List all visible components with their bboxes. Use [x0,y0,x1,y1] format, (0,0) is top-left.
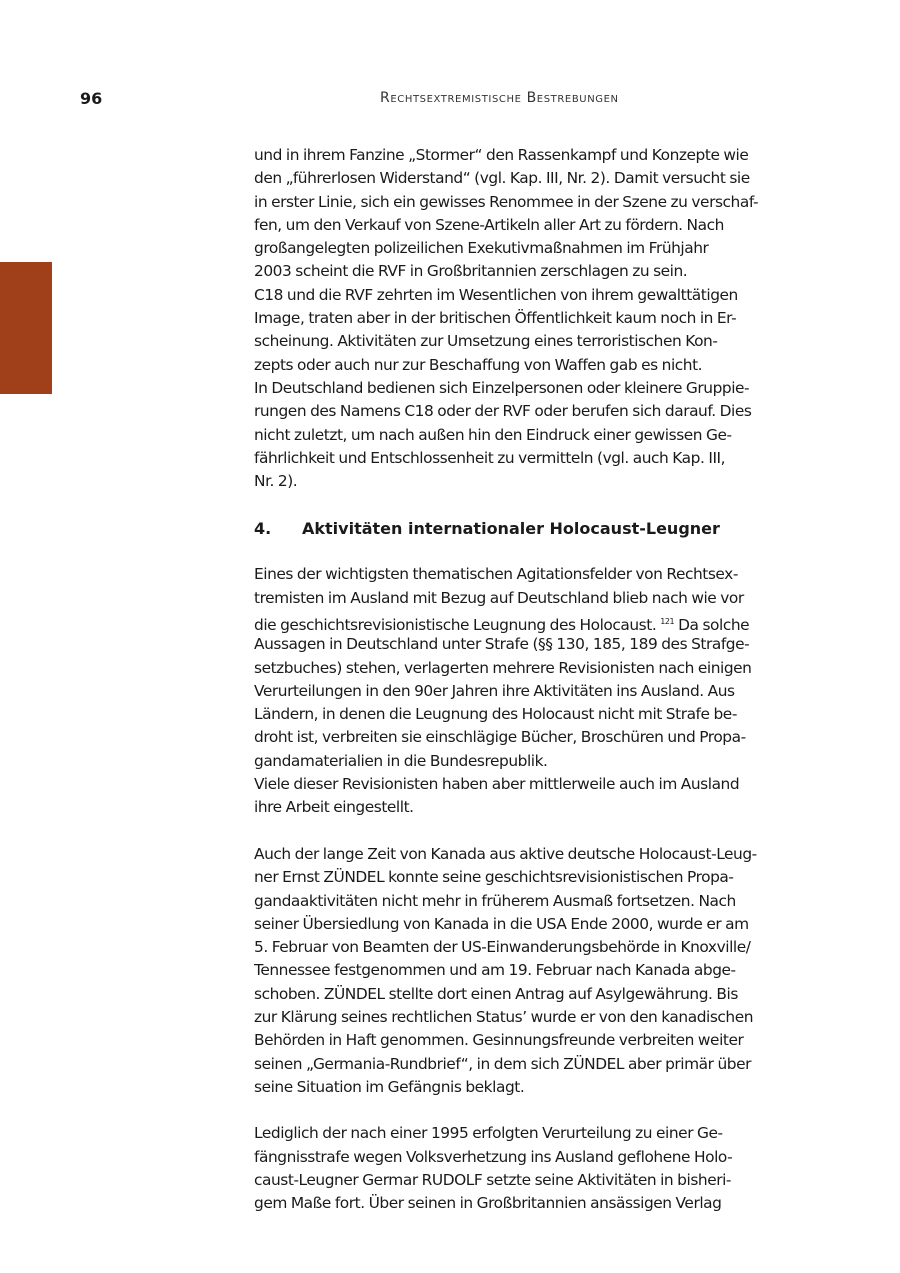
text-line: gandamaterialien in die Bundesrepublik. [254,751,548,770]
text-line: Behörden in Haft genommen. Gesinnungsfreunde verbreiten weiter [254,1031,744,1050]
text-line: fen, um den Verkauf von Szene-Artikeln aller Art zu fördern. Nach [254,215,724,234]
text-line: seiner Übersiedlung von Kanada in die USA Ende 2000, wurde er am [254,914,749,933]
text-span: die geschichtsrevisionistische Leugnung des Holocaust. [254,615,657,634]
footnote-marker[interactable]: 121 [660,616,675,626]
running-title: Rechtsextremistische Bestrebungen [380,90,619,106]
text-line: Auch der lange Zeit von Kanada aus aktive deutsche Holocaust-Leug- [254,844,757,863]
text-line: den „führerlosen Widerstand“ (vgl. Kap. III, Nr. 2). Damit versucht sie [254,169,750,188]
text-line: ihre Arbeit eingestellt. [254,798,414,817]
text-line: Viele dieser Revisionisten haben aber mittlerweile auch im Ausland [254,775,740,794]
text-line: großangelegten polizeilichen Exekutivmaßnahmen im Frühjahr [254,239,709,258]
text-line: seinen „Germania-Rundbrief“, in dem sich ZÜNDEL aber primär über [254,1054,751,1073]
text-line: zur Klärung seines rechtlichen Status’ wurde er von den kanadischen [254,1007,754,1026]
text-line: schoben. ZÜNDEL stellte dort einen Antrag auf Asylgewährung. Bis [254,984,738,1003]
paragraph-gap [254,820,834,843]
paragraph-gap [254,1099,834,1122]
text-line: Lediglich der nach einer 1995 erfolgten Verurteilung zu einer Ge- [254,1124,723,1143]
paragraph-gap [254,540,834,563]
text-line: gandaaktivitäten nicht mehr in früherem Ausmaß fortsetzen. Nach [254,891,736,910]
text-line: zepts oder auch nur zur Beschaffung von Waffen gab es nicht. [254,355,703,374]
text-line: Ländern, in denen die Leugnung des Holocaust nicht mit Strafe be- [254,705,737,724]
text-line: setzbuches) stehen, verlagerten mehrere Revisionisten nach einigen [254,658,752,677]
paragraph-2 [254,563,834,819]
text-line: 2003 scheint die RVF in Großbritannien zerschlagen zu sein. [254,262,688,281]
text-line: in erster Linie, sich ein gewisses Renommee in der Szene zu verschaf- [254,192,759,211]
page-number: 96 [80,89,103,108]
text-line: fängnisstrafe wegen Volksverhetzung ins Ausland geflohene Holo- [254,1147,733,1166]
text-line: gem Maße fort. Über seinen in Großbritannien ansässigen Verlag [254,1194,722,1213]
text-line: ner Ernst ZÜNDEL konnte seine geschichtsrevisionistischen Propa- [254,868,734,887]
paragraph-gap [254,493,834,516]
text-line: fährlichkeit und Entschlossenheit zu vermitteln (vgl. auch Kap. III, [254,448,726,467]
paragraph-1 [254,144,834,493]
text-line: seine Situation im Gefängnis beklagt. [254,1077,525,1096]
text-line: In Deutschland bedienen sich Einzelpersonen oder kleinere Gruppie- [254,378,750,397]
text-line: 5. Februar von Beamten der US-Einwanderungsbehörde in Knoxville/ [254,938,751,957]
section-number: 4. [254,518,272,538]
text-line: tremisten im Ausland mit Bezug auf Deutschland blieb nach wie vor [254,588,744,607]
text-line-with-footnote [254,610,834,633]
text-line: caust-Leugner Germar RUDOLF setzte seine Aktivitäten in bisheri- [254,1171,732,1190]
text-line: scheinung. Aktivitäten zur Umsetzung eines terroristischen Kon- [254,332,718,351]
paragraph-4 [254,1122,834,1215]
text-line: Tennessee festgenommen und am 19. Februar nach Kanada abge- [254,961,736,980]
section-title: Aktivitäten internationaler Holocaust-Leugner [302,518,720,538]
paragraph-3 [254,843,834,1099]
text-span: Da solche [678,615,750,634]
section-heading [254,517,834,540]
text-line: Eines der wichtigsten thematischen Agitationsfelder von Rechtsex- [254,565,738,584]
chapter-side-tab [0,262,52,394]
text-line: Image, traten aber in der britischen Öffentlichkeit kaum noch in Er- [254,309,737,328]
text-line: droht ist, verbreiten sie einschlägige Bücher, Broschüren und Propa- [254,728,746,747]
text-line: nicht zuletzt, um nach außen hin den Eindruck einer gewissen Ge- [254,425,732,444]
text-line: und in ihrem Fanzine „Stormer“ den Rassenkampf und Konzepte wie [254,146,749,164]
body-text [254,144,834,1216]
text-line: rungen des Namens C18 oder der RVF oder berufen sich darauf. Dies [254,402,752,421]
text-line: Aussagen in Deutschland unter Strafe (§§ 130, 185, 189 des Strafge- [254,635,750,654]
text-line: Nr. 2). [254,472,298,491]
text-line: C18 und die RVF zehrten im Wesentlichen von ihrem gewalttätigen [254,285,738,304]
text-line: Verurteilungen in den 90er Jahren ihre Aktivitäten ins Ausland. Aus [254,681,735,700]
paragraph-2-rest [254,633,834,819]
